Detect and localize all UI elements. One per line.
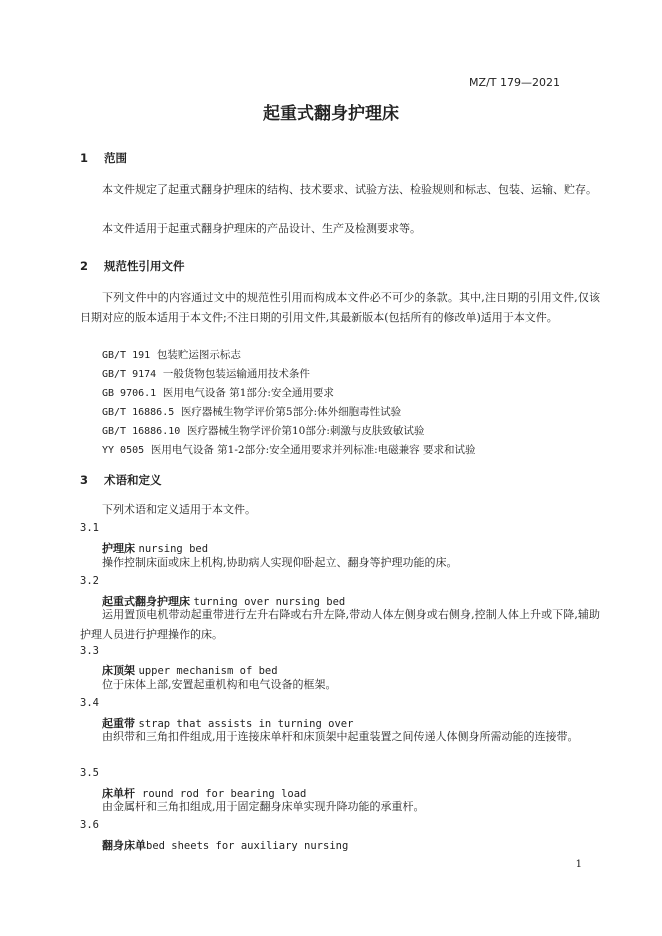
term-chinese: 床顶架 [102, 664, 135, 677]
scope-paragraph-1: 本文件规定了起重式翻身护理床的结构、技术要求、试验方法、检验规则和标志、包装、运输、贮存。 [102, 183, 597, 196]
reference-code: GB/T 16886.10 [102, 426, 181, 437]
term-definition: 运用置顶电机带动起重带进行左升右降或右升左降,带动人体左侧身或右侧身,控制人体上升或下降,辅助护理人员进行护理操作的床。 [80, 608, 600, 641]
reference-title: 医用电气设备 第1-2部分:安全通用要求并列标准:电磁兼容 要求和试验 [150, 444, 476, 456]
term-number: 3.4 [80, 697, 99, 709]
reference-code: GB/T 9174 [102, 369, 157, 380]
term-number: 3.6 [80, 819, 99, 831]
scope-paragraph-2: 本文件适用于起重式翻身护理床的产品设计、生产及检测要求等。 [102, 222, 421, 235]
reference-item [102, 385, 334, 400]
reference-title: 医疗器械生物学评价第5部分:体外细胞毒性试验 [180, 406, 402, 418]
section-heading-terms-and-definitions [80, 472, 162, 488]
term-heading [102, 837, 348, 853]
reference-code: GB/T 191 [102, 350, 151, 361]
term-definition: 位于床体上部,安置起重机构和电气设备的框架。 [102, 678, 337, 691]
section-heading-scope [80, 150, 127, 166]
reference-item [102, 404, 401, 419]
term-chinese: 护理床 [102, 542, 135, 555]
term-definition: 操作控制床面或床上机构,协助病人实现仰卧起立、翻身等护理功能的床。 [102, 556, 458, 569]
term-chinese: 床单杆 [102, 787, 135, 800]
reference-title: 医疗器械生物学评价第10部分:刺激与皮肤致敏试验 [186, 425, 425, 437]
reference-title: 包装贮运图示标志 [156, 349, 241, 361]
term-chinese: 起重式翻身护理床 [102, 595, 190, 608]
term-english: strap that assists in turning over [138, 718, 354, 730]
section-title: 术语和定义 [104, 473, 162, 487]
normative-intro-paragraph: 下列文件中的内容通过文中的规范性引用而构成本文件必不可少的条款。其中,注日期的引用文件,仅该日期对应的版本适用于本文件;不注日期的引用文件,其最新版本(包括所有的修改单)适用于本文件。 [80, 291, 600, 324]
section-number: 2 [80, 259, 89, 273]
term-english: round rod for bearing load [142, 788, 307, 800]
section-title: 范围 [104, 151, 128, 165]
term-definition: 由织带和三角扣件组成,用于连接床单杆和床顶架中起重装置之间传递人体侧身所需动能的连接带。 [102, 730, 579, 743]
reference-title: 医用电气设备 第1部分:安全通用要求 [162, 387, 334, 399]
reference-code: GB 9706.1 [102, 388, 157, 399]
document-title: 起重式翻身护理床 [263, 104, 399, 124]
section-title: 规范性引用文件 [104, 259, 185, 273]
section-number: 1 [80, 151, 89, 165]
reference-code: YY 0505 [102, 445, 145, 456]
section-heading-normative-references [80, 258, 185, 274]
term-english: bed sheets for auxiliary nursing [146, 840, 349, 852]
term-english: upper mechanism of bed [138, 665, 278, 677]
term-english: turning over nursing bed [193, 596, 346, 608]
reference-title: 一般货物包装运输通用技术条件 [162, 368, 310, 380]
reference-code: GB/T 16886.5 [102, 407, 175, 418]
term-number: 3.5 [80, 767, 99, 779]
term-chinese: 翻身床单 [102, 839, 146, 852]
section-number: 3 [80, 473, 89, 487]
page-number: 1 [575, 859, 582, 870]
term-number: 3.2 [80, 575, 99, 587]
reference-item [102, 347, 241, 362]
standard-code: MZ/T 179—2021 [469, 76, 560, 89]
term-number: 3.3 [80, 645, 99, 657]
term-english: nursing bed [138, 543, 209, 555]
reference-item [102, 366, 310, 381]
reference-item [102, 423, 424, 438]
term-number: 3.1 [80, 522, 99, 534]
terms-intro-paragraph: 下列术语和定义适用于本文件。 [102, 503, 256, 516]
term-chinese: 起重带 [102, 717, 135, 730]
term-definition: 由金属杆和三角扣组成,用于固定翻身床单实现升降功能的承重杆。 [102, 800, 425, 813]
reference-item [102, 442, 476, 457]
